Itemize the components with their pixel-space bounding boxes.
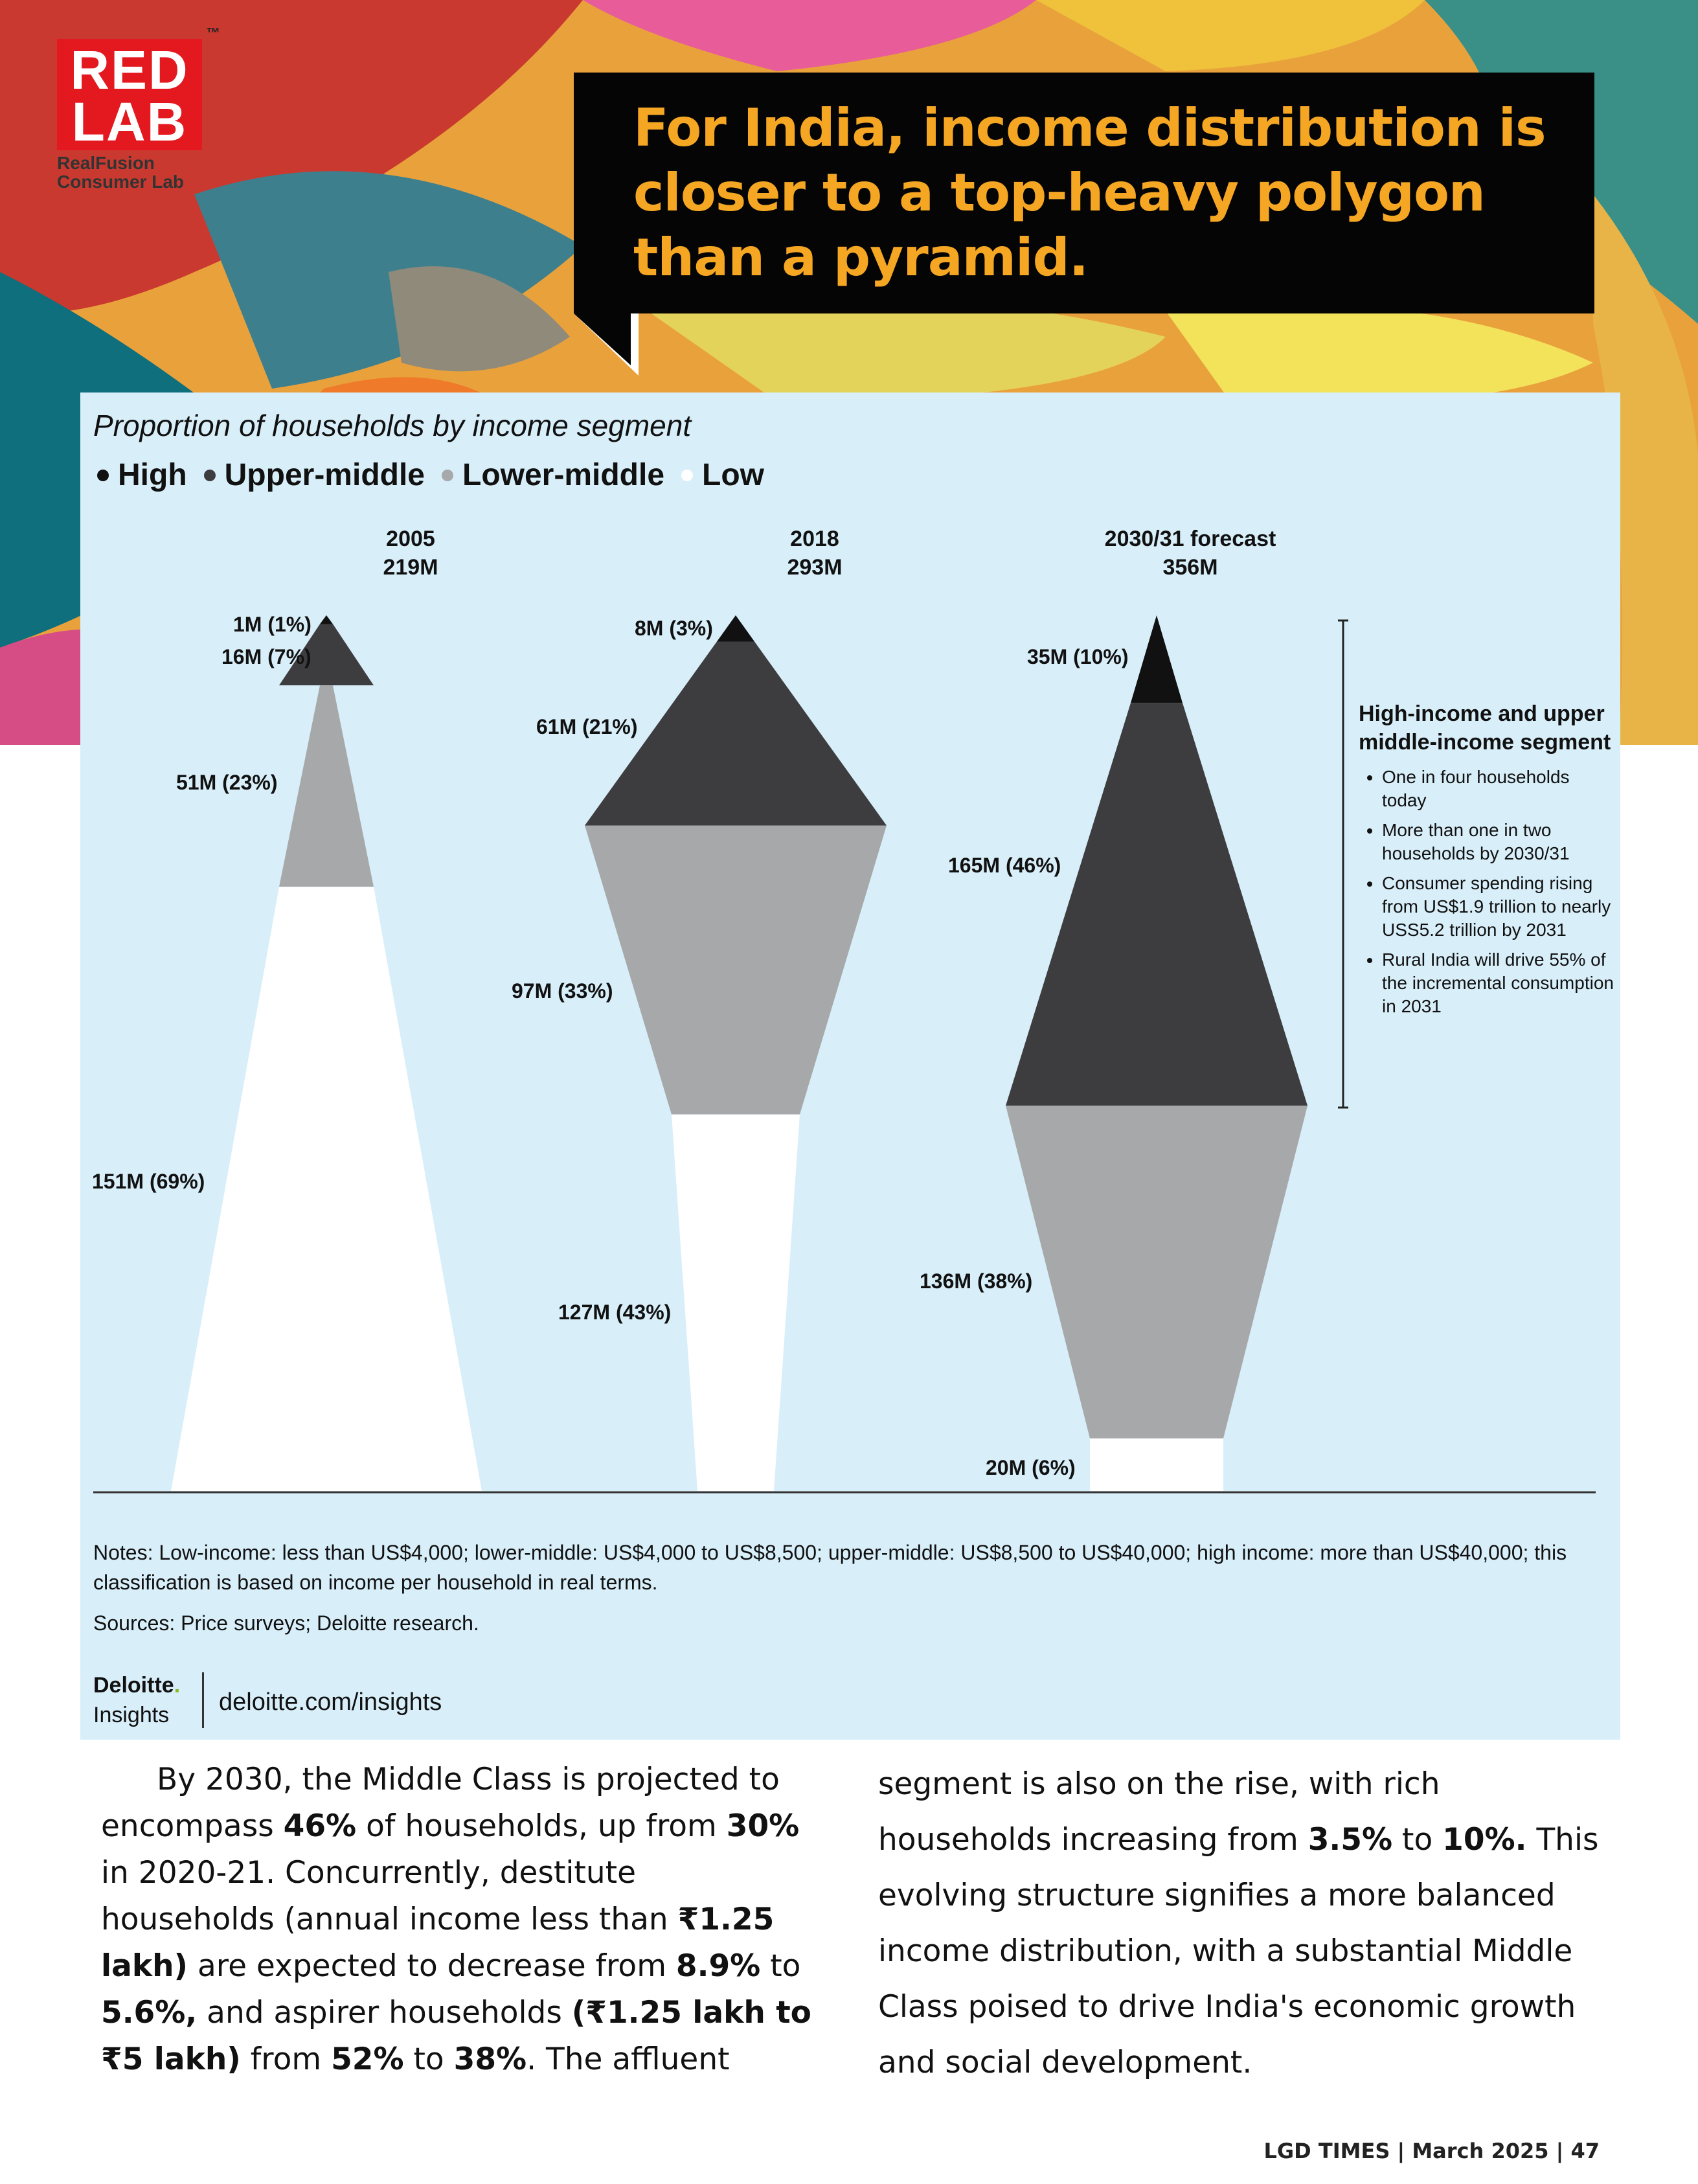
shape-2030-31-lower-middle <box>1006 1106 1307 1439</box>
column-total-2030: 356M <box>1162 555 1218 580</box>
body-column-right <box>878 1757 1623 2091</box>
label-2005-high: 1M (1%) <box>233 613 311 636</box>
logo-subtitle-2: Consumer Lab <box>57 172 185 192</box>
shape-2030-31-upper-middle <box>1006 703 1307 1106</box>
label-2030-low: 20M (6%) <box>986 1456 1076 1479</box>
body-highlight: (₹1.25 lakh to ₹5 lakh) <box>101 1995 811 2077</box>
shape-2005-low <box>171 887 482 1491</box>
body-text: are expected to decrease from <box>188 1948 676 1984</box>
body-highlight: 8.9% <box>675 1948 761 1984</box>
shape-2018-high <box>717 615 754 642</box>
shape-2030-31-high <box>1131 615 1183 703</box>
deloitte-insights-label: Insights <box>93 1703 170 1727</box>
column-label-2005: 2005 <box>386 527 435 551</box>
callout-item: • Consumer spending rising from US$1.9 trillion to nearly USS5.2 trillion by 2031 <box>1382 872 1618 942</box>
shape-2005-high <box>320 615 333 624</box>
body-text: and aspirer households <box>197 1995 572 2030</box>
label-2005-low: 151M (69%) <box>92 1170 205 1193</box>
body-text: of households, up from <box>356 1808 727 1844</box>
label-2030-upper-middle: 165M (46%) <box>948 854 1061 877</box>
callout-bracket <box>1338 620 1348 1108</box>
body-text: in 2020-21. Concurrently, destitute households (annual income less than <box>101 1855 678 1937</box>
body-text: By 2030, the Middle Class is projected to encompass <box>101 1762 780 1844</box>
chart-sources: Sources: Price surveys; Deloitte research. <box>93 1611 479 1635</box>
brand-divider <box>202 1672 204 1728</box>
label-2030-lower-middle: 136M (38%) <box>920 1269 1033 1293</box>
shape-2030-31-low <box>1090 1439 1223 1491</box>
callout-list <box>1359 766 1618 1018</box>
legend-label-lower-middle: Lower-middle <box>462 458 665 492</box>
label-2018-low: 127M (43%) <box>558 1301 672 1324</box>
body-column-left <box>101 1757 813 2083</box>
label-2005-upper-middle: 16M (7%) <box>221 645 311 668</box>
shape-2018-lower-middle <box>585 825 887 1114</box>
body-paragraph-left <box>101 1757 813 2083</box>
body-highlight: 46% <box>283 1808 357 1844</box>
speech-bubble-tail <box>574 313 639 378</box>
body-paragraph-right <box>878 1757 1623 2091</box>
body-text: segment is also on the rise, with rich households increasing from <box>878 1766 1440 1858</box>
body-text: . The affluent <box>526 2042 730 2077</box>
deloitte-name: Deloitte <box>93 1673 174 1698</box>
logo-subtitle-1: RealFusion <box>57 153 155 173</box>
headline: For India, income distribution is closer to a top-heavy polygon than a pyramid. <box>633 98 1546 288</box>
shape-2018-low <box>672 1115 800 1491</box>
chart-notes: Notes: Low-income: less than US$4,000; lower-middle: US$4,000 to US$8,500; upper-middle: US$8,500 to US$40,000; high income: more than US$40,000; this classification is based on income per household in real terms. <box>93 1541 1567 1594</box>
body-highlight: 52% <box>331 2042 404 2077</box>
body-text: to <box>403 2042 454 2077</box>
label-2018-high: 8M (3%) <box>635 617 713 640</box>
legend-label-upper-middle: Upper-middle <box>224 458 425 492</box>
logo-line-2: LAB <box>71 91 188 152</box>
logo-line-1: RED <box>70 40 189 100</box>
redlab-logo <box>57 39 202 150</box>
label-2018-upper-middle: 61M (21%) <box>536 715 638 738</box>
label-2018-lower-middle: 97M (33%) <box>512 979 613 1003</box>
chart-title: Proportion of households by income segment <box>93 409 692 442</box>
label-2030-high: 35M (10%) <box>1027 645 1129 668</box>
infographic-panel <box>80 392 1620 1740</box>
column-label-2030: 2030/31 forecast <box>1104 527 1276 551</box>
deloitte-url: deloitte.com/insights <box>219 1689 442 1716</box>
body-highlight: 3.5% <box>1307 1822 1393 1858</box>
headline-box <box>574 73 1594 313</box>
body-text: from <box>240 2042 332 2077</box>
deloitte-dot: . <box>174 1673 181 1698</box>
page-footer: LGD TIMES | March 2025 | 47 <box>1263 2139 1600 2163</box>
callout-item: • One in four households today <box>1382 766 1618 812</box>
label-2005-lower-middle: 51M (23%) <box>176 771 278 794</box>
body-highlight: 5.6%, <box>101 1995 198 2030</box>
shape-2005-lower-middle <box>279 685 374 887</box>
callout-item: • More than one in two households by 2030/31 <box>1382 819 1618 865</box>
deloitte-logo <box>93 1672 180 1698</box>
body-text: This evolving structure signifies a more balanced income distribution, with a substantial Middle Class poised to drive India's economic growth and social development. <box>878 1822 1599 2080</box>
callout-item: • Rural India will drive 55% of the incremental consumption in 2031 <box>1382 948 1618 1018</box>
body-highlight: ₹1.25 lakh) <box>101 1902 775 1984</box>
callout-box <box>1359 700 1618 1025</box>
body-highlight: 10%. <box>1442 1822 1527 1858</box>
body-highlight: 38% <box>453 2042 527 2077</box>
column-label-2018: 2018 <box>790 527 839 551</box>
legend-label-low: Low <box>702 458 765 492</box>
callout-title: High-income and upper middle-income segment <box>1359 701 1611 755</box>
logo-trademark: ™ <box>206 25 220 41</box>
body-text: to <box>760 1948 801 1984</box>
body-text: to <box>1392 1822 1443 1858</box>
body-highlight: 30% <box>726 1808 800 1844</box>
column-total-2018: 293M <box>787 555 843 580</box>
column-total-2005: 219M <box>383 555 438 580</box>
legend-label-high: High <box>118 458 187 492</box>
